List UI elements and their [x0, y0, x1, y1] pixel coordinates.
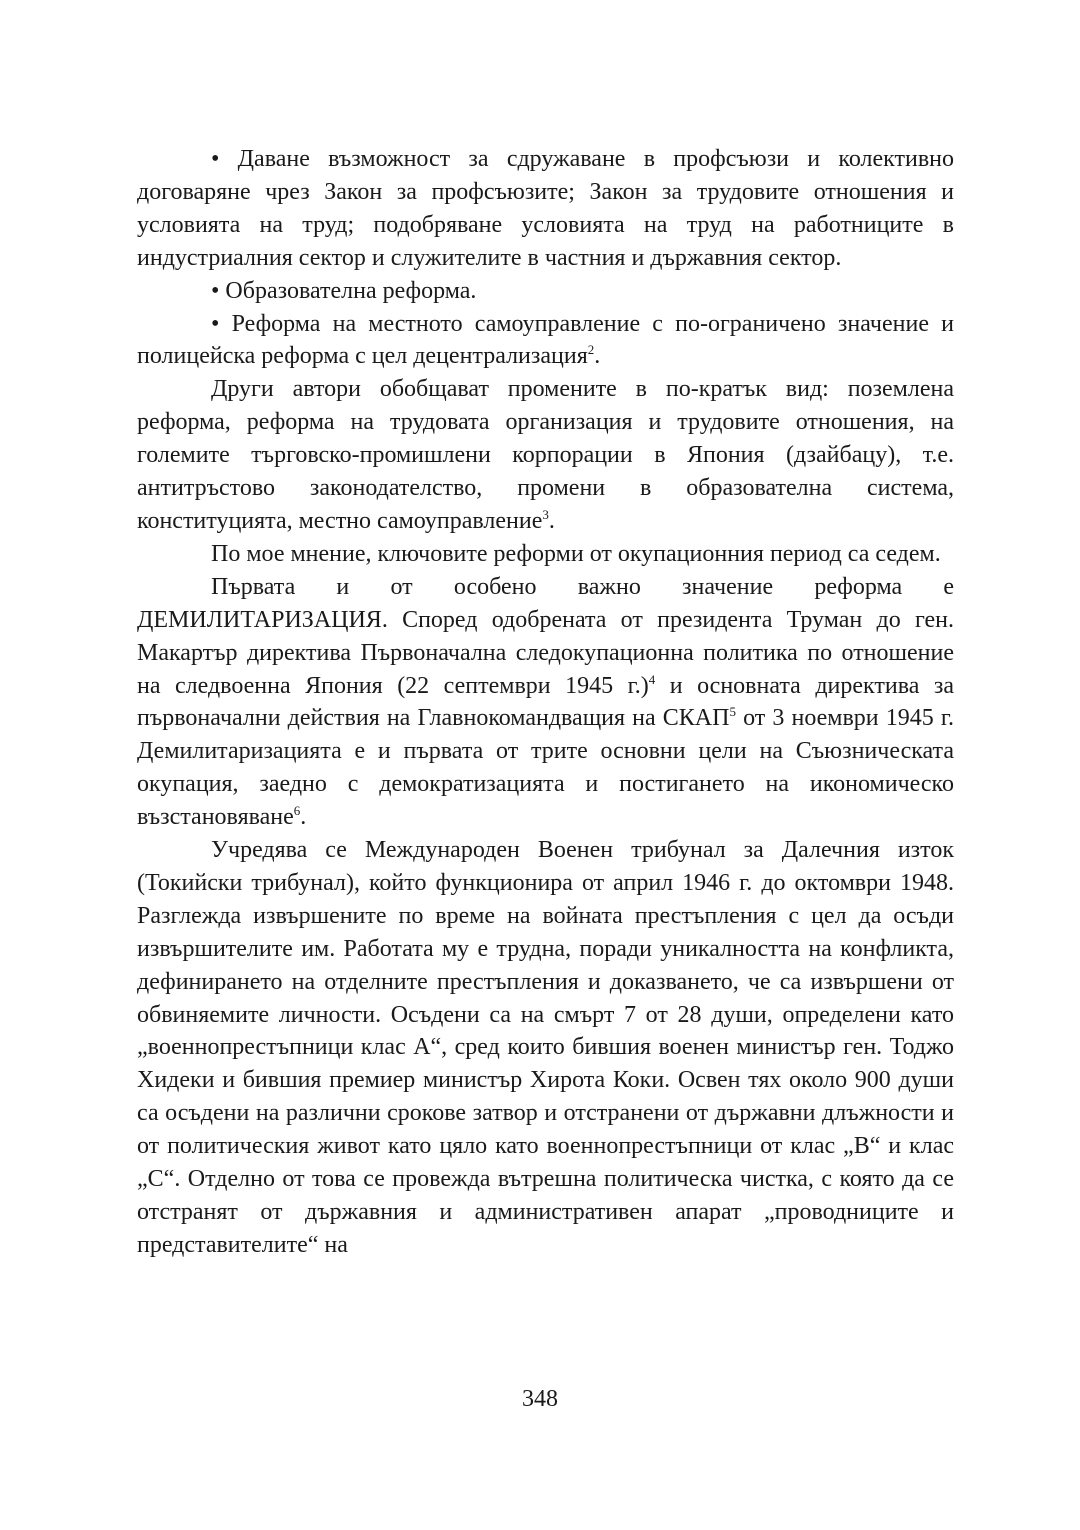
paragraph-trade-unions [137, 143, 954, 275]
paragraph-text: Първата и от особено важно значение реформа е ДЕМИЛИТАРИЗАЦИЯ. Според одобрената от президента Труман до ген. Макартър директива Първоначална следокупационна политика по отношение на следвоенна Япония (22 септември 1945 г.) [137, 573, 954, 699]
footnote-ref-6: 6 [293, 803, 301, 819]
footnote-ref-3: 3 [542, 506, 549, 522]
paragraph-tribunal [137, 834, 954, 1262]
paragraph-text: от 3 ноември 1945 г. Демилитаризацията е и първата от трите основни цели на Съюзническата окупация, заедно с демократизацията и постигането на икономическо възстановяване [137, 705, 954, 831]
paragraph-text: Учредява се Международен Военен трибунал за Далечния изток (Токийски трибунал), който функционира от април 1946 г. до октомври 1948. Разглежда извършените по време на войната престъпления с цел да осъди извършителите им. Работата му е трудна, поради уникалността на конфликта, дефинирането на отделните престъпления и доказването, че са извършени от обвиняемите личности. Осъдени са на смърт 7 от 28 души, определени като „военнопрестъпници клас А“, сред които бившия военен министър ген. Тоджо Хидеки и бившия премиер министър Хирота Коки. Освен тях около 900 души са осъдени на различни срокове затвор и отстранени от държавни длъжности и от политическия живот като цяло като военнопрестъпници от клас „В“ и клас „С“. Отделно от това се провежда вътрешна политическа чистка, с която да се отстранят от държавния и административен апарат „проводниците и представителите“ на [137, 837, 954, 1258]
paragraph-text: По мое мнение, ключовите реформи от окупационния период са седем. [211, 540, 941, 567]
paragraph-text: • Реформа на местното самоуправление с по-ограничено значение и полицейска реформа с цел децентрализация [137, 310, 954, 370]
paragraph-local-government [137, 308, 954, 374]
page-body [137, 143, 954, 1262]
paragraph-demilitarization [137, 571, 954, 834]
paragraph-tail: . [594, 343, 601, 370]
paragraph-text: Други автори обобщават промените в по-кратък вид: поземлена реформа, реформа на трудовата организация и трудовите отношения, на големите търговско-промишлени корпорации в Япония (дзайбацу), т.е. антитръстово законодателство, промени в образователна система, конституцията, местно самоуправление [137, 376, 954, 534]
paragraph-tail: . [300, 804, 307, 831]
paragraph-text: и основната директива за първоначални действия на Главнокомандващия на СКАП [137, 672, 954, 732]
paragraph-tail: . [548, 507, 555, 534]
page-number: 348 [522, 1386, 558, 1412]
footnote-ref-5: 5 [729, 704, 736, 720]
paragraph-opinion [137, 538, 954, 571]
paragraph-education-reform [137, 275, 954, 308]
paragraph-text: • Даване възможност за сдружаване в профсъюзи и колективно договаряне чрез Закон за профсъюзите; Закон за трудовите отношения и условията на труд; подобряване условията на труд на работниците в индустриалния сектор и служителите в частния и държавния сектор. [137, 146, 954, 271]
footnote-ref-2: 2 [587, 342, 595, 358]
footnote-ref-4: 4 [648, 671, 656, 687]
paragraph-other-authors [137, 373, 954, 538]
paragraph-text: • Образователна реформа. [211, 277, 477, 304]
